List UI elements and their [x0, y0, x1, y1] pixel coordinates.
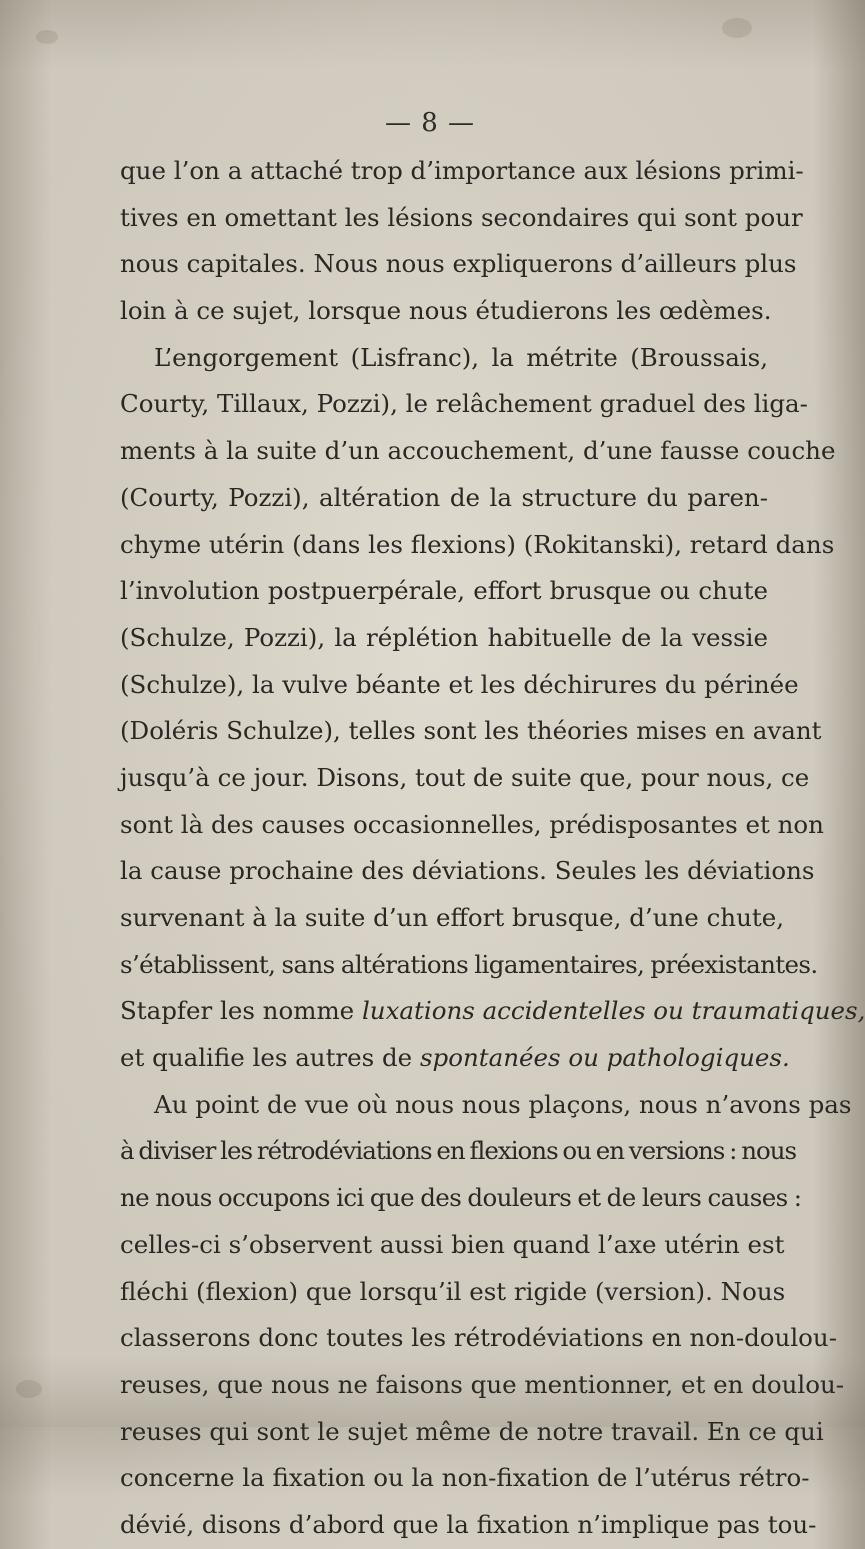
- text-run: concerne la fixation ou la non-fixation de l’utérus rétro-: [120, 1463, 810, 1493]
- text-run: sont là des causes occasionnelles, prédisposantes et non: [120, 809, 824, 839]
- text-line: [120, 615, 768, 662]
- text-line: [120, 1409, 824, 1456]
- text-line: [120, 428, 836, 475]
- text-line: [120, 942, 818, 989]
- paper-stain: [36, 30, 58, 44]
- text-line: [120, 1082, 852, 1129]
- text-run: jusqu’à ce jour. Disons, tout de suite que, pour nous, ce: [120, 762, 810, 792]
- text-run: nous capitales. Nous nous expliquerons d’ailleurs plus: [120, 249, 797, 279]
- text-line: [120, 381, 808, 428]
- text-line: [120, 1269, 786, 1316]
- text-line: [120, 1035, 790, 1082]
- text-run: survenant à la suite d’un effort brusque, d’une chute,: [120, 903, 784, 932]
- text-line: [120, 475, 768, 522]
- text-run: Au point de vue où nous nous plaçons, nous n’avons pas: [154, 1089, 852, 1119]
- text-line: [120, 708, 822, 755]
- text-run: que l’on a attaché trop d’importance aux lésions primi-: [120, 156, 804, 185]
- text-run: l’involution postpuerpérale, effort brusque ou chute: [120, 576, 768, 606]
- page-number: — 8 —: [384, 108, 476, 138]
- italic-text: spontanées ou pathologiques.: [419, 1043, 790, 1073]
- text-line: [120, 1315, 837, 1362]
- text-run: dévié, disons d’abord que la fixation n’implique pas tou-: [120, 1509, 817, 1539]
- text-line: [120, 568, 768, 615]
- paper-stain: [722, 18, 752, 38]
- text-run: chyme utérin (dans les flexions) (Rokitanski), retard dans: [120, 529, 835, 559]
- text-line: [120, 1455, 810, 1502]
- text-line: [120, 195, 803, 242]
- text-run: (Courty, Pozzi), altération de la structure du paren-: [120, 482, 768, 512]
- text-run: à diviser les rétrodéviations en flexions ou en versions : nous: [120, 1136, 797, 1166]
- text-run: ments à la suite d’un accouchement, d’une fausse couche: [120, 436, 836, 466]
- text-run: celles-ci s’observent aussi bien quand l’axe utérin est: [120, 1229, 785, 1259]
- text-line: [120, 522, 835, 569]
- text-line: [120, 802, 824, 849]
- text-line: [120, 895, 784, 942]
- text-line: [120, 1175, 802, 1222]
- text-line: [120, 1502, 817, 1549]
- italic-text: luxations accidentelles ou traumatiques,: [361, 996, 865, 1026]
- text-run: reuses qui sont le sujet même de notre travail. En ce qui: [120, 1416, 824, 1446]
- text-run: classerons donc toutes les rétrodéviations en non-doulou-: [120, 1323, 837, 1353]
- text-run: ne nous occupons ici que des douleurs et de leurs causes :: [120, 1183, 802, 1213]
- text-run: L’engorgement (Lisfranc), la métrite (Broussais,: [154, 342, 768, 372]
- text-line: [120, 662, 799, 709]
- text-run: s’établissent, sans altérations ligamentaires, préexistantes.: [120, 949, 818, 979]
- text-line: [120, 1128, 797, 1175]
- text-run: reuses, que nous ne faisons que mentionner, et en doulou-: [120, 1369, 845, 1399]
- text-run: et qualifie les autres de: [120, 1043, 420, 1073]
- text-run: fléchi (flexion) que lorsqu’il est rigide (version). Nous: [120, 1276, 786, 1306]
- text-line: [120, 335, 768, 382]
- text-run: (Doléris Schulze), telles sont les théories mises en avant: [120, 716, 822, 746]
- paper-stain: [16, 1380, 42, 1398]
- text-run: Courty, Tillaux, Pozzi), le relâchement graduel des liga-: [120, 389, 808, 419]
- text-run: tives en omettant les lésions secondaires qui sont pour: [120, 202, 803, 232]
- text-line: [120, 848, 815, 895]
- text-line: [120, 1362, 845, 1409]
- body-text: [120, 148, 865, 1549]
- text-run: (Schulze), la vulve béante et les déchirures du périnée: [120, 669, 799, 699]
- text-run: (Schulze, Pozzi), la réplétion habituelle de la vessie: [120, 622, 768, 652]
- text-run: Stapfer les nomme: [120, 996, 362, 1026]
- text-run: la cause prochaine des déviations. Seules les déviations: [120, 856, 815, 886]
- text-line: [120, 241, 797, 288]
- text-line: [120, 288, 772, 335]
- text-line: [120, 1222, 785, 1269]
- text-line: [120, 755, 810, 802]
- text-run: loin à ce sujet, lorsque nous étudierons les œdèmes.: [120, 296, 772, 326]
- text-line: [120, 148, 804, 195]
- text-line: [120, 988, 865, 1035]
